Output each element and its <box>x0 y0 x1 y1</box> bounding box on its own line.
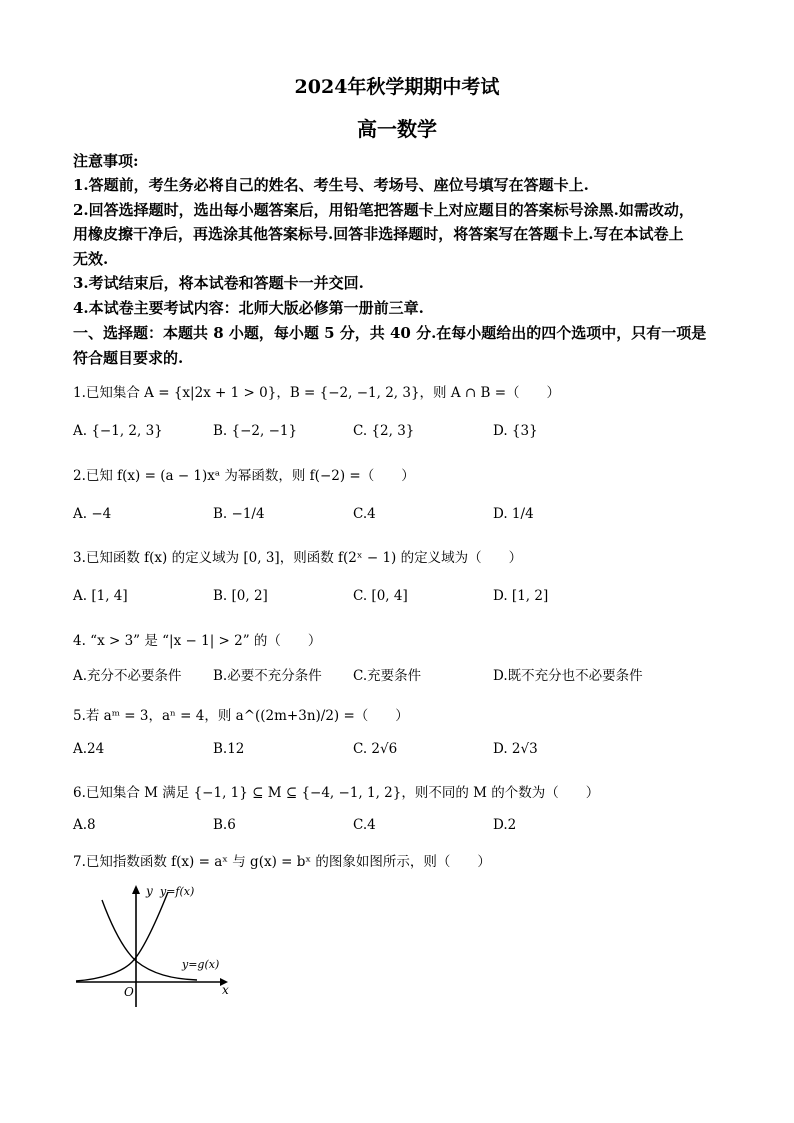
question-3-option-a[interactable]: A. [1, 4] <box>73 588 128 604</box>
question-5-option-d[interactable]: D. 2√3 <box>493 741 538 757</box>
question-2-option-a[interactable]: A. −4 <box>73 506 112 522</box>
y-axis-arrow <box>132 885 140 894</box>
question-2-option-d[interactable]: D. 1/4 <box>493 506 534 522</box>
question-5-option-c[interactable]: C. 2√6 <box>353 741 398 757</box>
question-1-option-b[interactable]: B. {−2, −1} <box>213 423 298 439</box>
question-4-option-c[interactable]: C.充要条件 <box>353 668 422 684</box>
question-5-stem: 5.若 aᵐ = 3，aⁿ = 4，则 a^((2m+3n)/2) =（ ） <box>73 708 409 724</box>
g-label: y=g(x) <box>182 958 220 971</box>
question-1-stem: 1.已知集合 A = {x|2x + 1 > 0}，B = {−2, −1, 2, 3}，则 A ∩ B =（ ） <box>73 385 561 401</box>
question-3-option-c[interactable]: C. [0, 4] <box>353 588 408 604</box>
question-7-stem: 7.已知指数函数 f(x) = aˣ 与 g(x) = bˣ 的图象如图所示，则（ ） <box>73 854 491 870</box>
notice-item: 1.答题前，考生务必将自己的姓名、考生号、考场号、座位号填写在答题卡上. <box>73 176 589 194</box>
notice-item: 2.回答选择题时，选出每小题答案后，用铅笔把答题卡上对应题目的答案标号涂黑.如需改动， <box>73 201 694 219</box>
section-heading: 一、选择题：本题共 8 小题，每小题 5 分，共 40 分.在每小题给出的四个选项中，只有一项是 <box>73 324 707 342</box>
question-6-option-a[interactable]: A.8 <box>73 817 96 833</box>
notice-item: 3.考试结束后，将本试卷和答题卡一并交回. <box>73 274 364 292</box>
x-axis-label: x <box>222 983 229 997</box>
f-label: y=f(x) <box>160 885 195 898</box>
question-6-stem: 6.已知集合 M 满足 {−1, 1} ⊆ M ⊆ {−4, −1, 1, 2}，则不同的 M 的个数为（ ） <box>73 785 600 801</box>
question-1-option-c[interactable]: C. {2, 3} <box>353 423 415 439</box>
question-1-option-d[interactable]: D. {3} <box>493 423 538 439</box>
question-4-option-b[interactable]: B.必要不充分条件 <box>213 668 322 684</box>
notice-item: 无效. <box>73 250 109 268</box>
exam-title: 2024年秋学期期中考试 <box>294 76 500 98</box>
question-5-option-a[interactable]: A.24 <box>73 741 105 757</box>
exam-subject: 高一数学 <box>357 117 437 141</box>
y-axis-label: y <box>146 884 153 898</box>
question-4-option-d[interactable]: D.既不充分也不必要条件 <box>493 668 643 684</box>
question-2-option-c[interactable]: C.4 <box>353 506 376 522</box>
question-1-option-a[interactable]: A. {−1, 2, 3} <box>73 423 163 439</box>
question-2-option-b[interactable]: B. −1/4 <box>213 506 265 522</box>
question-3-stem: 3.已知函数 f(x) 的定义域为 [0, 3]，则函数 f(2ˣ − 1) 的定义域为（ ） <box>73 550 523 566</box>
exponential-graph <box>72 882 232 1010</box>
question-3-option-d[interactable]: D. [1, 2] <box>493 588 549 604</box>
f-curve <box>76 892 168 981</box>
question-5-option-b[interactable]: B.12 <box>213 741 245 757</box>
question-3-option-b[interactable]: B. [0, 2] <box>213 588 268 604</box>
notice-heading: 注意事项: <box>73 152 139 170</box>
question-4-option-a[interactable]: A.充分不必要条件 <box>73 668 182 684</box>
question-6-option-b[interactable]: B.6 <box>213 817 236 833</box>
question-2-stem: 2.已知 f(x) = (a − 1)xᵃ 为幂函数，则 f(−2) =（ ） <box>73 468 415 484</box>
origin-label: O <box>124 985 134 999</box>
notice-item: 4.本试卷主要考试内容：北师大版必修第一册前三章. <box>73 299 424 317</box>
question-6-option-d[interactable]: D.2 <box>493 817 517 833</box>
question-4-stem: 4. “x > 3” 是 “|x − 1| > 2” 的（ ） <box>73 633 322 649</box>
section-heading-cont: 符合题目要求的. <box>73 349 184 367</box>
notice-item: 用橡皮擦干净后，再选涂其他答案标号.回答非选择题时，将答案写在答题卡上.写在本试卷上 <box>73 225 684 243</box>
question-6-option-c[interactable]: C.4 <box>353 817 376 833</box>
